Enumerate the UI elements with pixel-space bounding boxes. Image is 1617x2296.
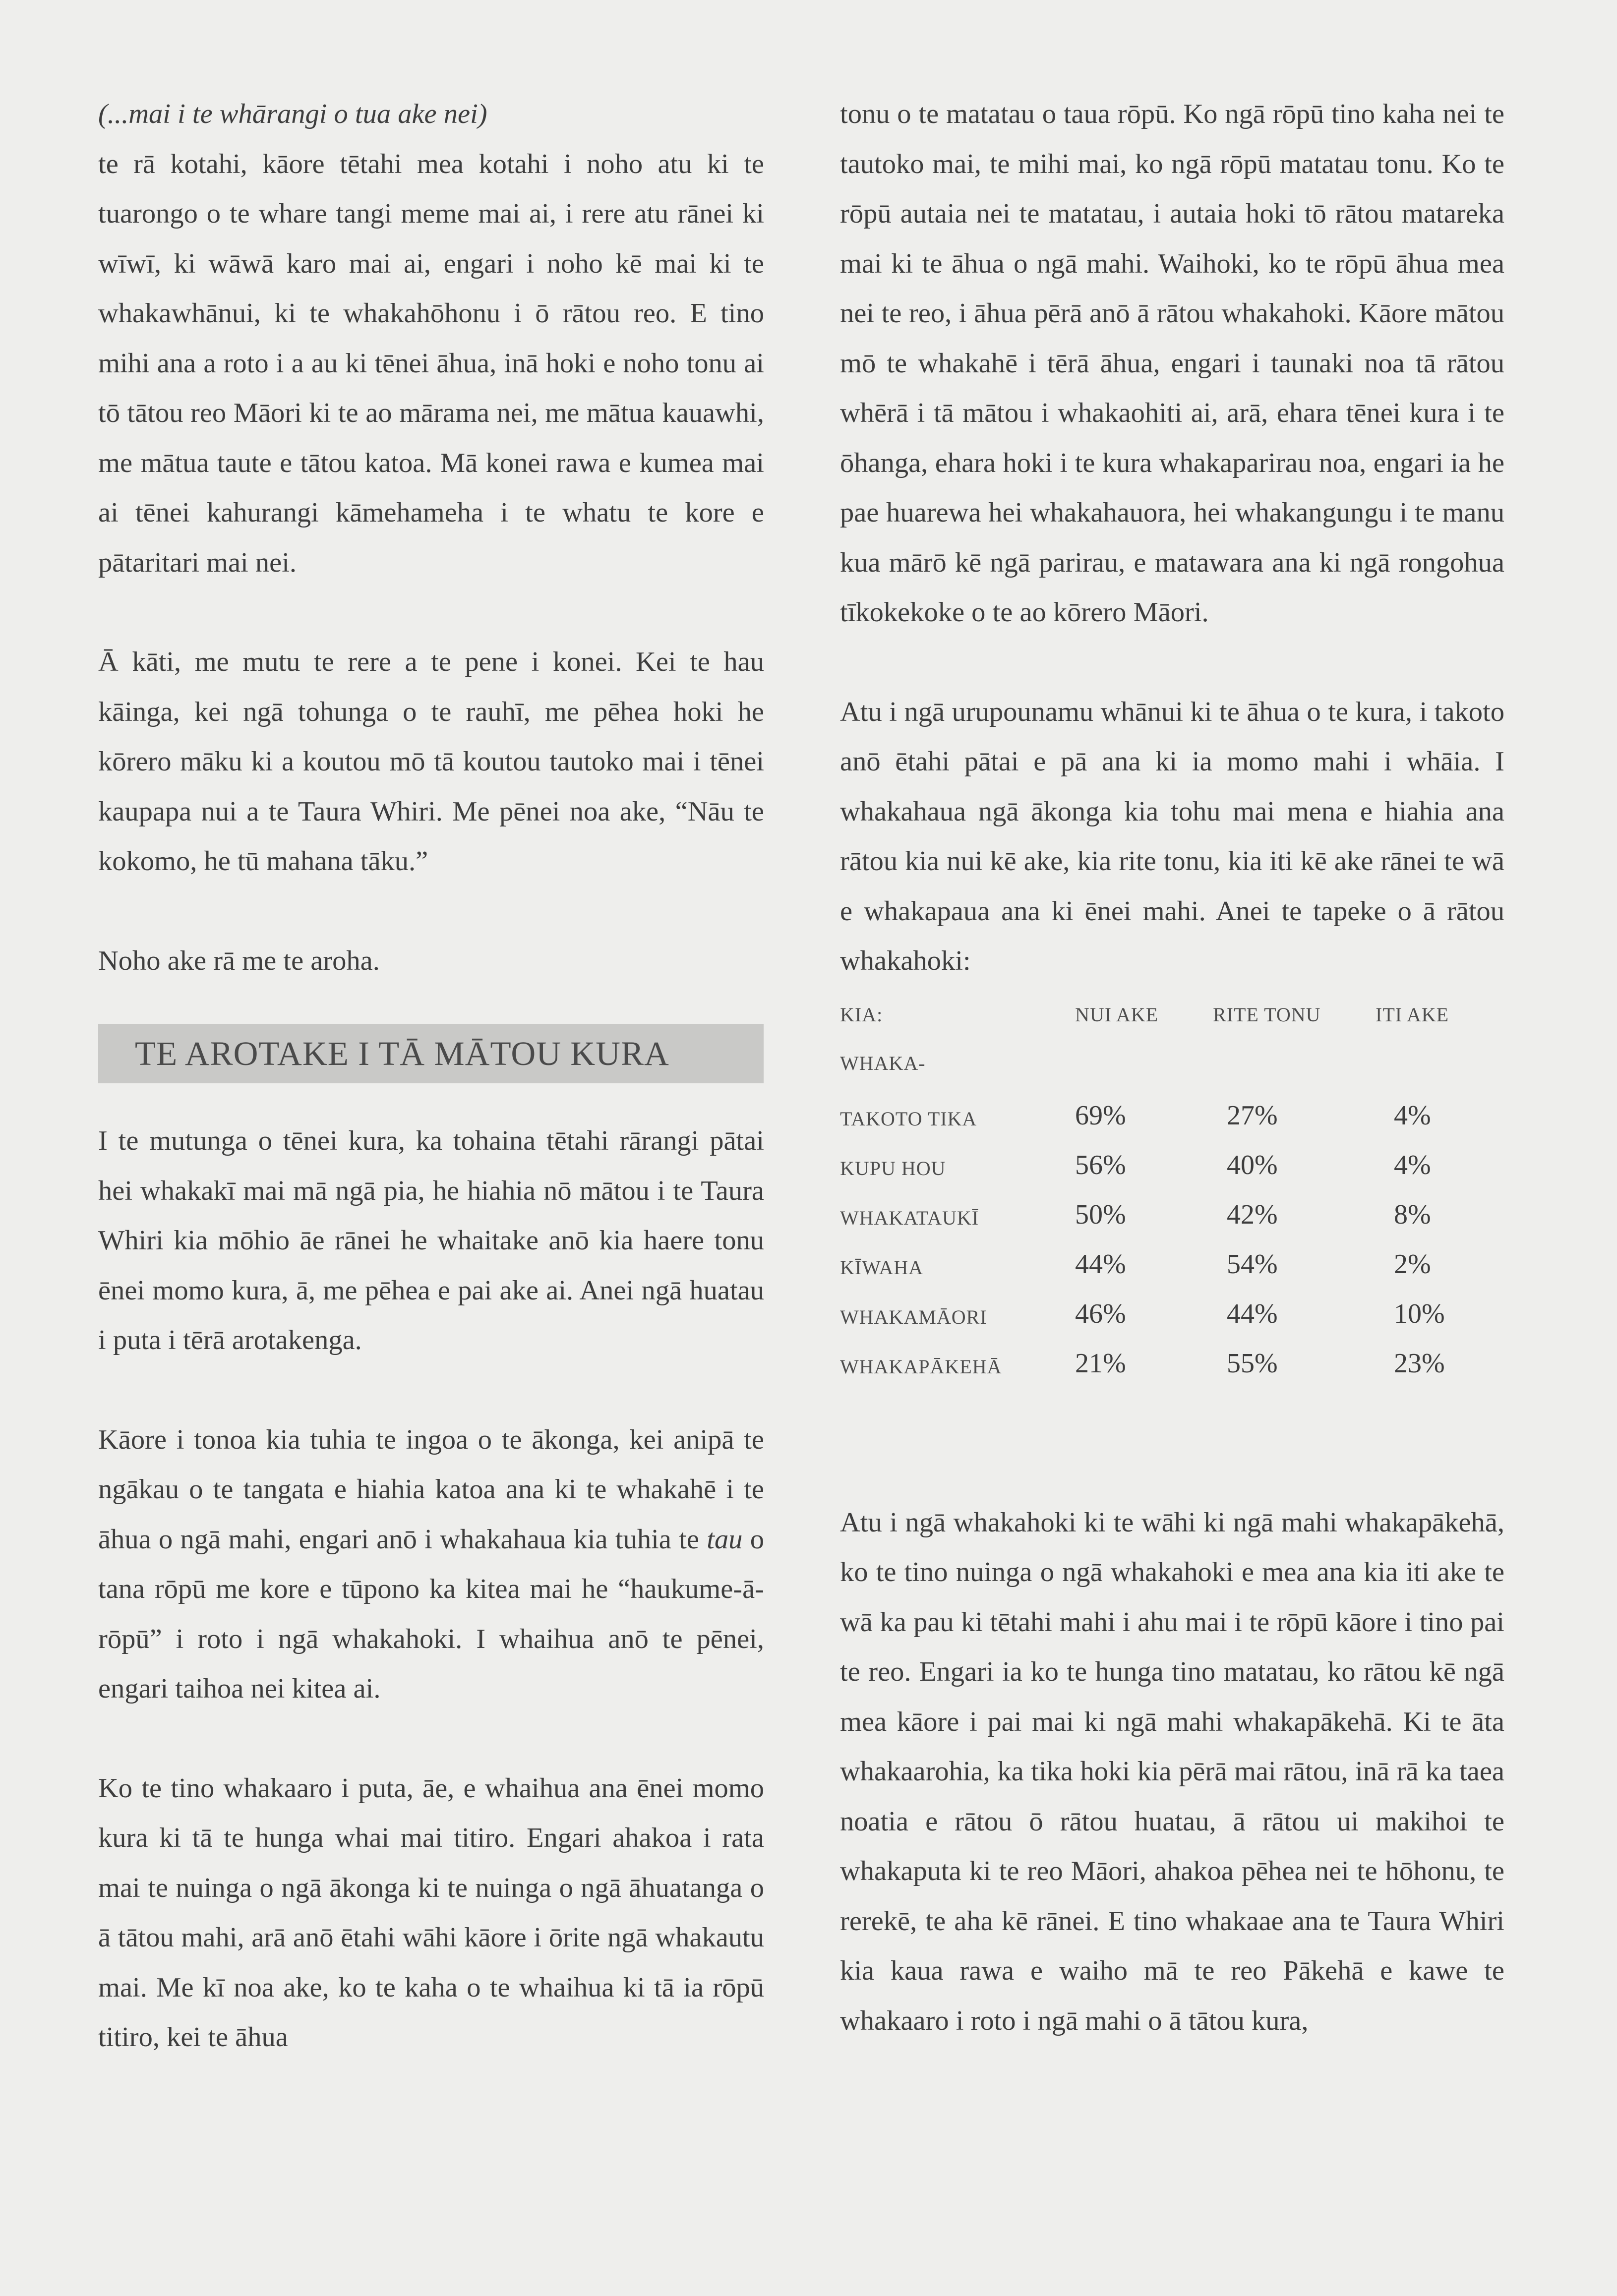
- header-kia: KIA:: [840, 1003, 883, 1026]
- column-header-same: RITE TONU: [1213, 1003, 1321, 1026]
- table-row-label: WHAKATAUKĪ: [840, 1206, 979, 1229]
- table-row-label: TAKOTO TIKA: [840, 1107, 977, 1130]
- table-cell-more: 46%: [1075, 1298, 1126, 1329]
- section-heading: TE AROTAKE I TĀ MĀTOU KURA: [98, 1024, 764, 1083]
- table-cell-same: 44%: [1227, 1298, 1278, 1329]
- paragraph: te rā kotahi, kāore tētahi mea kotahi i noho atu ki te tuarongo o te whare tangi meme mai ai, i rere atu rānei ki wīwī, ki wāwā karo mai ai, engari i noho kē mai ki te whakawhānui, ki te whakahōhonu i ō rātou reo. E tino mihi ana a roto i a au ki tēnei āhua, inā hoki e noho tonu ai tō tātou reo Māori ki te ao mārama nei, me mātua kauawhi, me mātua taute e tātou katoa. Mā konei rawa e kumea mai ai tēnei kahurangi kāmehameha i te whatu te kore e pātaritari mai nei.: [98, 148, 764, 578]
- paragraph: Ko te tino whakaaro i puta, āe, e whaihua ana ēnei momo kura ki tā te hunga whai mai titiro. Engari ahakoa i rata mai te nuinga o ngā ākonga ki te nuinga o ngā āhuatanga o ā tātou mahi, arā anō ētahi wāhi kāore i ōrite ngā whakautu mai. Me kī noa ake, ko te kaha o te whaihua ki tā ia rōpū titiro, kei te āhua: [98, 1772, 764, 2053]
- table-cell-more: 56%: [1075, 1149, 1126, 1180]
- table-cell-same: 54%: [1227, 1248, 1278, 1280]
- table-cell-same: 42%: [1227, 1199, 1278, 1230]
- paragraph: Atu i ngā whakahoki ki te wāhi ki ngā mahi whakapākehā, ko te tino nuinga o ngā whakahoki e mea ana kia iti ake te wā ka pau ki tētahi mahi i ahu mai i te rōpū kāore i tino pai te reo. Engari ia ko te hunga tino matatau, ko rātou kē ngā mea kāore i pai mai ki ngā mahi whakapākehā. Ki te āta whakaarohia, ka tika hoki kia pērā mai rātou, inā rā ka taea noatia e rātou ō rātou huatau, ā rātou ui makihoi te whakaputa ki te reo Māori, ahakoa pēhea nei te hōhonu, te rerekē, te aha kē rānei. E tino whakaae ana te Taura Whiri kia kaua rawa e waiho mā te reo Pākehā e kawe te whakaaro i roto i ngā mahi o ā tātou kura,: [840, 1507, 1504, 2036]
- column-header-more: NUI AKE: [1075, 1003, 1159, 1026]
- table-cell-less: 10%: [1394, 1298, 1445, 1329]
- header-whaka: WHAKA-: [840, 1052, 926, 1074]
- table-cell-less: 8%: [1394, 1199, 1431, 1230]
- signoff: Noho ake rā me te aroha.: [98, 945, 380, 976]
- table-row-label: KUPU HOU: [840, 1157, 946, 1179]
- continuation-note: (...mai i te whārangi o tua ake nei): [98, 99, 487, 129]
- right-column: [840, 89, 1504, 2046]
- survey-results-table: [840, 998, 1504, 1498]
- table-cell-more: 69%: [1075, 1100, 1126, 1131]
- table-cell-same: 55%: [1227, 1348, 1278, 1379]
- emphasis: tau: [707, 1524, 743, 1555]
- table-cell-more: 21%: [1075, 1348, 1126, 1379]
- table-cell-less: 4%: [1394, 1100, 1431, 1131]
- table-cell-same: 27%: [1227, 1100, 1278, 1131]
- paragraph: tonu o te matatau o taua rōpū. Ko ngā rōpū tino kaha nei te tautoko mai, te mihi mai, ko ngā rōpū matatau tonu. Ko te rōpū autaia nei te matatau, i autaia hoki tō rātou matareka mai ki te āhua o ngā mahi. Waihoki, ko te rōpū āhua mea nei te reo, i āhua pērā anō ā rātou whakahoki. Kāore mātou mō te whakahē i tērā āhua, engari i taunaki noa tā rātou whērā i tā mātou i whakaohiti ai, arā, ehara tēnei kura i te ōhanga, ehara hoki i te kura whakaparirau noa, engari ia he pae huarewa hei whakahauora, hei whakangungu i te manu kua mārō kē ngā parirau, e matawara ana ki ngā rongohua tīkokekoke o te ao kōrero Māori.: [840, 99, 1504, 628]
- table-cell-less: 4%: [1394, 1149, 1431, 1180]
- table-cell-less: 2%: [1394, 1248, 1431, 1280]
- paragraph: Kāore i tonoa kia tuhia te ingoa o te ākonga, kei anipā te ngākau o te tangata e hiahia katoa ana ki te whakahē i te āhua o ngā mahi, engari anō i whakahaua kia tuhia te tau o tana rōpū me kore e tūpono ka kitea mai he “haukume-ā-rōpū” i roto i ngā whakahoki. I whaihua anō te pēnei, engari taihoa nei kitea ai.: [98, 1424, 765, 1704]
- table-row-label: KĪWAHA: [840, 1256, 924, 1279]
- table-cell-same: 40%: [1227, 1149, 1278, 1180]
- paragraph: Atu i ngā urupounamu whānui ki te āhua o te kura, i takoto anō ētahi pātai e pā ana ki ia momo mahi i whāia. I whakahaua ngā ākonga kia tohu mai mena e hiahia ana rātou kia nui kē ake, kia rite tonu, kia iti kē ake rānei te wā e whakapaua ana ki ēnei mahi. Anei te tapeke o ā rātou whakahoki:: [840, 696, 1504, 976]
- paragraph: Ā kāti, me mutu te rere a te pene i konei. Kei te hau kāinga, kei ngā tohunga o te rauhī, me pēhea hoki he kōrero māku ki a koutou mō tā koutou tautoko mai i tēnei kaupapa nui a te Taura Whiri. Me pēnei noa ake, “Nāu te kokomo, he tū mahana tāku.”: [98, 647, 764, 877]
- table-cell-less: 23%: [1394, 1348, 1445, 1379]
- column-header-less: ITI AKE: [1376, 1003, 1449, 1026]
- table-cell-more: 44%: [1075, 1248, 1126, 1280]
- left-column: [98, 89, 764, 2062]
- paragraph: I te mutunga o tēnei kura, ka tohaina tētahi rārangi pātai hei whakakī mai mā ngā pia, he hiahia nō mātou i te Taura Whiri kia mōhio āe rānei he whaitake anō kia haere tonu ēnei momo kura, ā, me pēhea e pai ake ai. Anei ngā huatau i puta i tērā arotakenga.: [98, 1125, 764, 1355]
- table-cell-more: 50%: [1075, 1199, 1126, 1230]
- table-row-label: WHAKAPĀKEHĀ: [840, 1355, 1002, 1378]
- table-row-label: WHAKAMĀORI: [840, 1305, 987, 1328]
